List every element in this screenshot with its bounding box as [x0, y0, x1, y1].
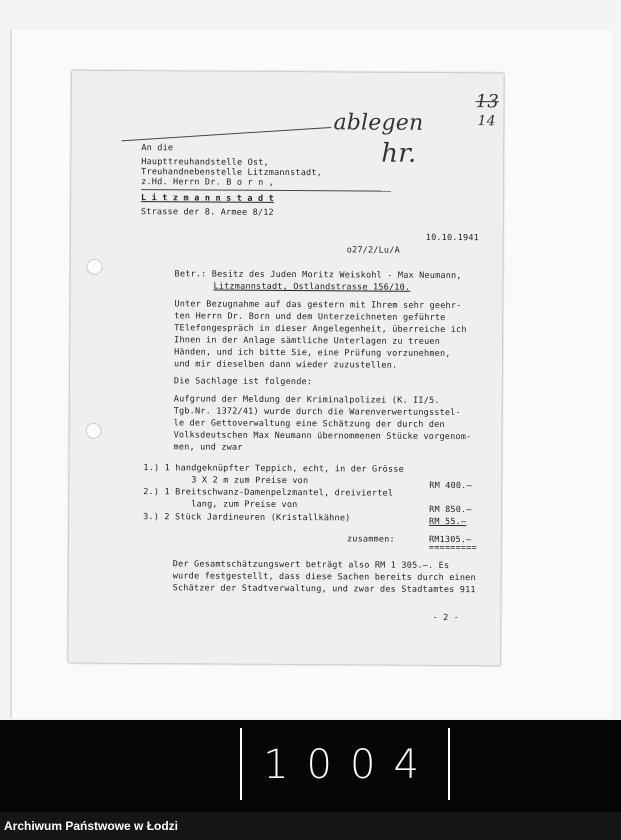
item-line: 3 X 2 m zum Preise von [191, 475, 309, 487]
item-line: 1.) 1 handgeknüpfter Teppich, echt, in der Grösse [143, 463, 404, 475]
handwritten-note: ablegen [333, 110, 424, 136]
total-label: zusammen: [346, 534, 395, 545]
paragraph-line: ten Herrn Dr. Born und dem Unterzeichneten geführte [174, 311, 446, 323]
address-underline [141, 189, 391, 192]
paragraph-line: Tgb.Nr. 1372/41) wurde durch die Warenverwertungsstel- [173, 406, 461, 419]
item-amount: RM 400.— [429, 480, 472, 492]
paragraph-line: Ihnen in der Anlage sämtliche Unterlagen zu treuen [174, 335, 441, 347]
document-date: 10.10.1941 [425, 232, 480, 244]
paragraph-line: Schätzer der Stadtverwaltung, und zwar des Stadtamtes 911 [172, 583, 476, 596]
paragraph-line: Unter Bezugnahme auf das gestern mit Ihrem sehr geehr- [174, 299, 462, 312]
folio-number-old: 13 [475, 91, 500, 113]
addressee-street: Strasse der 8. Armee 8/12 [140, 207, 274, 218]
addressee-line: Haupttreuhandstelle Ost, [141, 157, 269, 168]
folio-number-new: 14 [477, 113, 496, 130]
document-page [68, 71, 504, 666]
paragraph-line: und mir dieselben dann wieder zuzustellen. [173, 359, 398, 371]
total-amount: RM1305.— [428, 534, 472, 546]
total-double-underline: ========= [428, 542, 477, 554]
strike-line [122, 127, 332, 141]
paragraph-line: Aufgrund der Meldung der Kriminalpolizei (K. II/5. [173, 394, 440, 406]
paragraph-line: men, und zwar [173, 442, 243, 453]
paragraph-line: Händen, und ich bitte Sie, eine Prüfung vorzunehmen, [174, 347, 451, 360]
paragraph-line: TElefongespräch in dieser Angelegenheit, überreiche ich [174, 323, 467, 336]
paragraph-line: wurde festgestellt, dass diese Sachen bereits durch einen [172, 571, 476, 584]
reference-number: o27/2/Lu/A [346, 245, 400, 256]
addressee-line: An die [141, 143, 174, 154]
subject-line: Betr.: Besitz des Juden Moritz Weiskohl - Max Neumann, [174, 269, 462, 282]
item-line: 3.) 2 Stück Jardineuren (Kristallkähne) [143, 512, 351, 524]
frame-number: 1004 [263, 742, 437, 788]
subject-line: Litzmannstadt, Ostlandstrasse 156/10. [213, 281, 411, 293]
paragraph-line: le der Gettoverwaltung eine Schätzung der durch den [173, 418, 445, 430]
handwritten-mark: hr. [381, 138, 417, 169]
punch-hole-bottom [86, 423, 102, 439]
addressee-line: Treuhandnebenstelle Litzmannstadt, [141, 167, 323, 179]
paragraph-line: Der Gesamtschätzungswert beträgt also RM 1 305.—. Es [172, 559, 450, 572]
item-amount: RM 55.— [429, 516, 467, 528]
paragraph-line: Die Sachlage ist folgende: [173, 376, 313, 388]
item-line: lang, zum Preise von [191, 499, 298, 511]
page-marker: - 2 - [432, 612, 460, 624]
archive-name: Archiwum Państwowe w Łodzi [4, 819, 179, 833]
addressee-line: z.Hd. Herrn Dr. B o r n , [141, 177, 275, 188]
punch-hole-top [87, 259, 103, 275]
paragraph-line: Volksdeutschen Max Neumann übernommenen Stücke vorgenom- [173, 430, 472, 443]
addressee-city: L i t z m a n n s t a d t [141, 193, 275, 204]
item-amount: RM 850.— [429, 504, 472, 516]
item-line: 2.) 1 Breitschwanz-Damenpelzmantel, dreiviertel [143, 487, 394, 499]
